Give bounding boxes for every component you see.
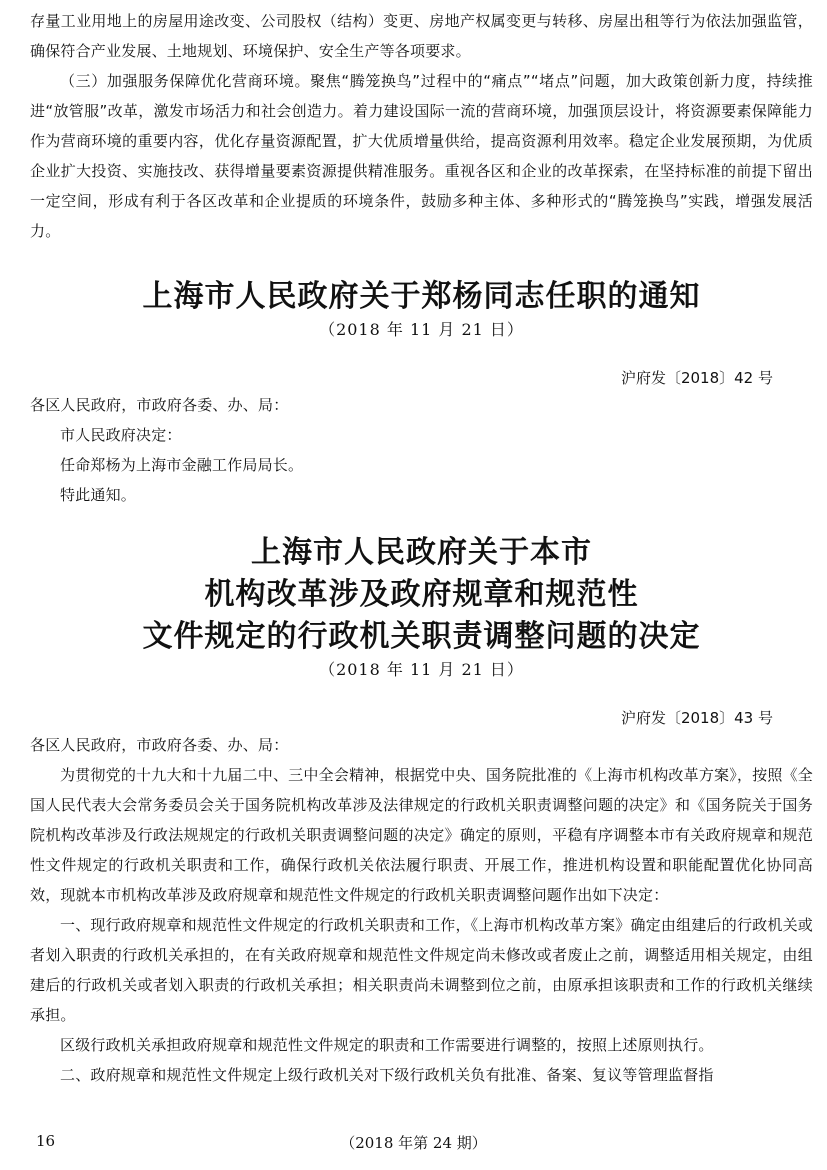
notice2-salutation: 各区人民政府，市政府各委、办、局： <box>30 736 289 754</box>
notice1-salutation: 各区人民政府，市政府各委、办、局： <box>30 396 289 414</box>
notice2-title-line-3: 文件规定的行政机关职责调整问题的决定 <box>142 619 701 654</box>
page-number: 16 <box>36 1132 56 1150</box>
notice1-doc-number: 沪府发〔2018〕42 号 <box>620 369 773 387</box>
notice2-paragraph-4: 二、政府规章和规范性文件规定上级行政机关对下级行政机关负有批准、备案、复议等管理监督指 <box>60 1066 714 1084</box>
continuation-paragraph-1: 存量工业用地上的房屋用途改变、公司股权（结构）变更、房地产权属变更与转移、房屋出租等行为依法加强监管，确保符合产业发展、土地规划、环境保护、安全生产等各项要求。 <box>30 12 813 60</box>
notice1-line-1: 市人民政府决定： <box>60 426 182 444</box>
notice2-paragraph-1: 为贯彻党的十九大和十九届二中、三中全会精神，根据党中央、国务院批准的《上海市机构改革方案》，按照《全国人民代表大会常务委员会关于国务院机构改革涉及法律规定的行政机关职责调整问题的决定》和《国务院关于国务院机构改革涉及行政法规规定的行政机关职责调整问题的决定》确定的原则，平稳有序调整本市有关政府规章和规范性文件规定的行政机关职责和工作，确保行政机关依法履行职责、开展工作，推进机构设置和职能配置优化协同高效，现就本市机构改革涉及政府规章和规范性文件规定的行政机关职责调整问题作出如下决定： <box>30 766 813 904</box>
notice1-line-3: 特此通知。 <box>60 486 137 504</box>
notice1-title: 上海市人民政府关于郑杨同志任职的通知 <box>142 279 701 314</box>
document-content <box>30 6 813 1090</box>
continuation-paragraph-2: （三）加强服务保障优化营商环境。聚焦“腾笼换鸟”过程中的“痛点”“堵点”问题，加大政策创新力度，持续推进“放管服”改革，激发市场活力和社会创造力。着力建设国际一流的营商环境，加强顶层设计，将资源要素保障能力作为营商环境的重要内容，优化存量资源配置，扩大优质增量供给，提高资源利用效率。稳定企业发展预期，为优质企业扩大投资、实施技改、获得增量要素资源提供精准服务。重视各区和企业的改革探索，在坚持标准的前提下留出一定空间，形成有利于各区改革和企业提质的环境条件，鼓励多种主体、多种形式的“腾笼换鸟”实践，增强发展活力。 <box>30 72 813 240</box>
notice1-line-2: 任命郑杨为上海市金融工作局局长。 <box>60 456 304 474</box>
notice2-doc-number: 沪府发〔2018〕43 号 <box>620 709 773 727</box>
issue-label: （2018 年第 24 期） <box>340 1134 487 1152</box>
notice2-title-line-1: 上海市人民政府关于本市 <box>251 535 592 570</box>
notice1-date: （2018 年 11 月 21 日） <box>319 320 524 339</box>
notice2-paragraph-3: 区级行政机关承担政府规章和规范性文件规定的职责和工作需要进行调整的，按照上述原则执行。 <box>60 1036 714 1054</box>
notice2-paragraph-2: 一、现行政府规章和规范性文件规定的行政机关职责和工作，《上海市机构改革方案》确定由组建后的行政机关或者划入职责的行政机关承担的，在有关政府规章和规范性文件规定尚未修改或者废止之前，调整适用相关规定，由组建后的行政机关或者划入职责的行政机关承担；相关职责尚未调整到位之前，由原承担该职责和工作的行政机关继续承担。 <box>30 916 813 1024</box>
notice2-title-line-2: 机构改革涉及政府规章和规范性 <box>204 577 639 612</box>
notice2-date: （2018 年 11 月 21 日） <box>319 660 524 679</box>
